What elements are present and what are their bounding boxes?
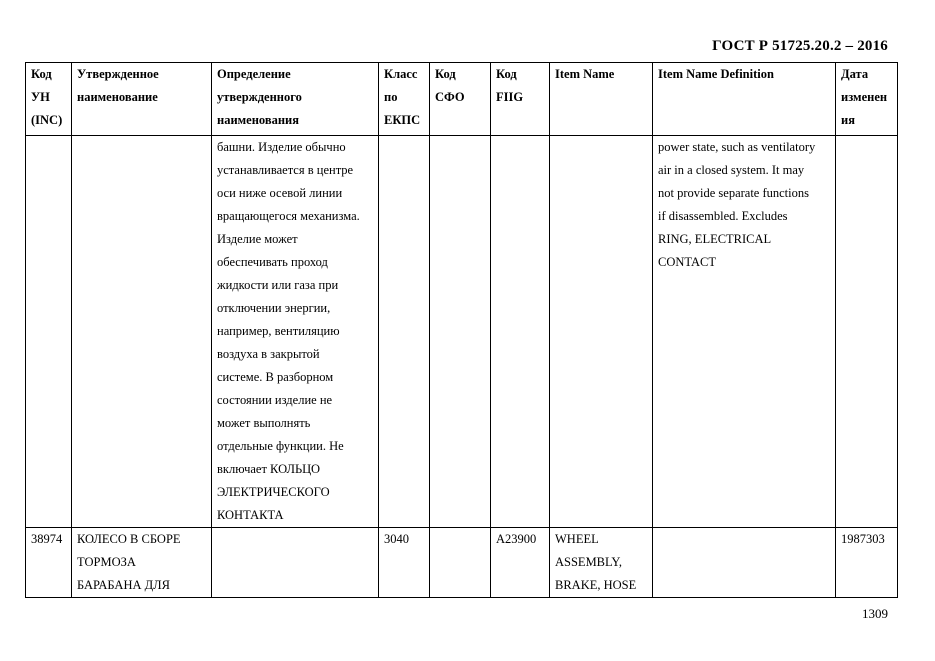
cell-sfo-code: [430, 136, 491, 528]
cell-ekps-class: [379, 136, 430, 528]
document-code: ГОСТ Р 51725.20.2 – 2016: [712, 38, 888, 54]
cell-inc: [26, 136, 72, 528]
cell-inc: 38974: [26, 528, 72, 598]
cell-change-date: 1987303: [836, 528, 898, 598]
cell-item-name: WHEEL ASSEMBLY, BRAKE, HOSE: [550, 528, 653, 598]
cell-approved-name: [72, 136, 212, 528]
cell-item-name: [550, 136, 653, 528]
column-header-item-name: Item Name: [550, 63, 653, 136]
column-header-fiig-code: Код FIIG: [491, 63, 550, 136]
cell-fiig-code: A23900: [491, 528, 550, 598]
cell-approved-name: КОЛЕСО В СБОРЕ ТОРМОЗА БАРАБАНА ДЛЯ: [72, 528, 212, 598]
cell-ekps-class: 3040: [379, 528, 430, 598]
column-header-definition: Определение утвержденного наименования: [212, 63, 379, 136]
column-header-change-date: Дата изменен ия: [836, 63, 898, 136]
column-header-sfo-code: Код СФО: [430, 63, 491, 136]
column-header-ekps-class: Класс по ЕКПС: [379, 63, 430, 136]
column-header-approved-name: Утвержденное наименование: [72, 63, 212, 136]
table-header-row: [26, 63, 898, 136]
cell-definition: [212, 528, 379, 598]
table-row: [26, 136, 898, 528]
page-number: 1309: [862, 606, 888, 621]
cell-fiig-code: [491, 136, 550, 528]
cell-definition: башни. Изделие обычно устанавливается в центре оси ниже осевой линии вращающегося механизма. Изделие может обеспечивать проход жидкости или газа при отключении энергии, например, вентиляцию воздуха в закрытой системе. В разборном состоянии изделие не может выполнять отдельные функции. Не включает КОЛЬЦО ЭЛЕКТРИЧЕСКОГО КОНТАКТА: [212, 136, 379, 528]
column-header-inc: Код УН (INC): [26, 63, 72, 136]
table-row: [26, 528, 898, 598]
cell-item-name-definition: [653, 528, 836, 598]
cell-change-date: [836, 136, 898, 528]
column-header-item-name-definition: Item Name Definition: [653, 63, 836, 136]
catalog-table: [25, 62, 898, 598]
cell-sfo-code: [430, 528, 491, 598]
cell-item-name-definition: power state, such as ventilatory air in a closed system. It may not provide separate functions if disassembled. Excludes RING, ELECTRICAL CONTACT: [653, 136, 836, 528]
